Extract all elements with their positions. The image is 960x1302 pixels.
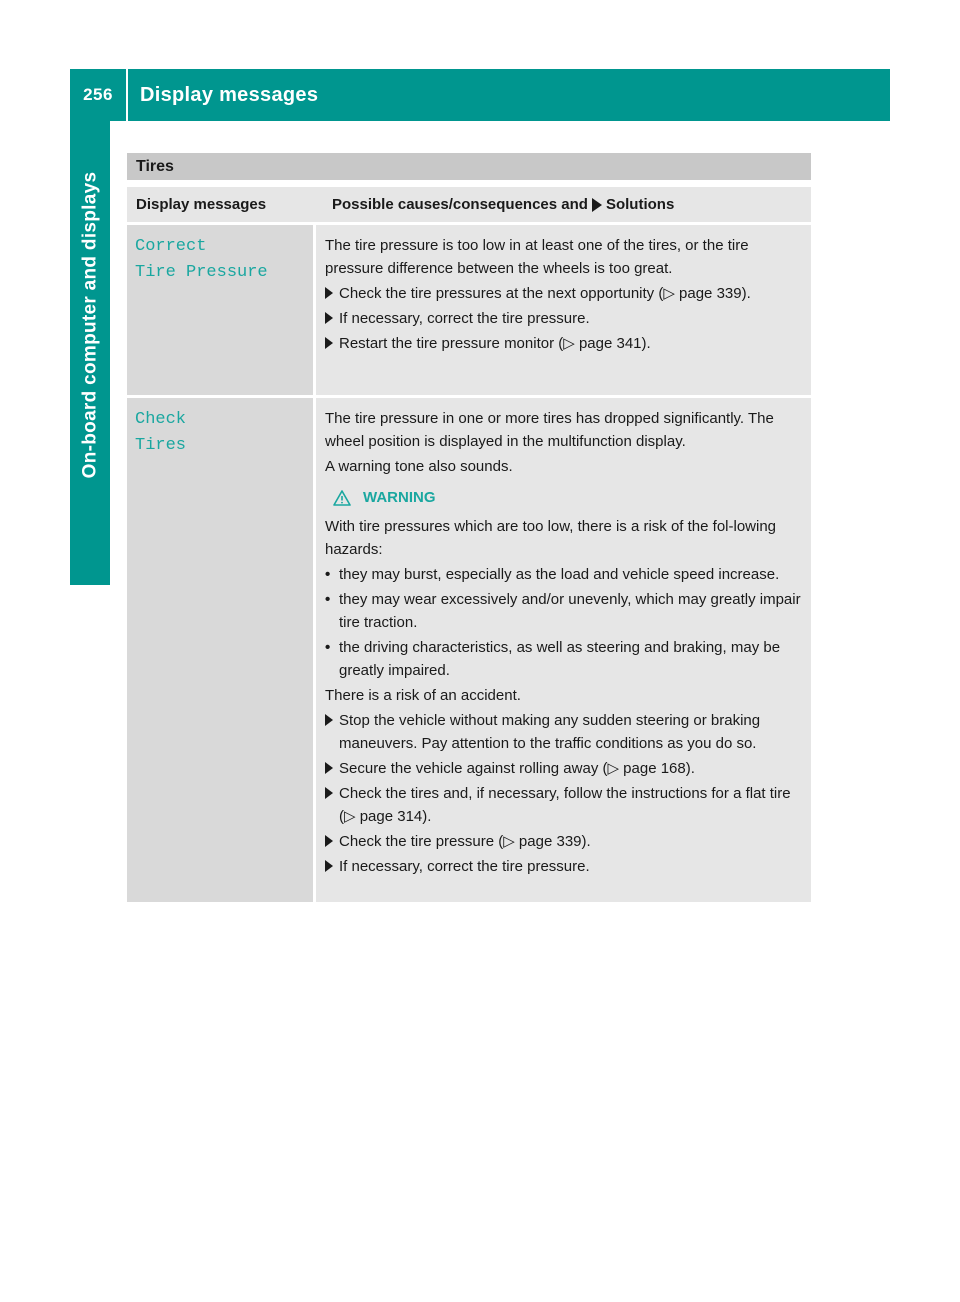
cause-text: The tire pressure in one or more tires has dropped significantly. The wheel position is displayed in the multifunction display. (325, 410, 774, 450)
risk-text: There is a risk of an accident. (325, 687, 521, 704)
action-text: Secure the vehicle against rolling away (▷ page 168). (339, 760, 695, 777)
column-header-causes-prefix: Possible causes/consequences and (332, 196, 588, 213)
action-text: If necessary, correct the tire pressure. (339, 858, 590, 875)
hazard-item (325, 563, 805, 586)
bullet-icon: • (325, 639, 331, 656)
action-text: Stop the vehicle without making any sudden steering or braking maneuvers. Pay attention to the traffic conditions as you do so. (339, 712, 761, 752)
hazard-text: they may burst, especially as the load and vehicle speed increase. (339, 566, 780, 583)
table-row (127, 398, 811, 902)
hazard-item (325, 636, 805, 682)
cause-cell (316, 398, 811, 902)
display-message-line: Correct (135, 237, 207, 256)
warning-intro: With tire pressures which are too low, there is a risk of the fol-lowing hazards: (325, 518, 777, 558)
display-message-line: Check (135, 410, 187, 429)
action-text: If necessary, correct the tire pressure. (339, 310, 590, 327)
chapter-tab-label-wrap (70, 121, 110, 528)
action-arrow-icon (325, 312, 333, 324)
action-text: Check the tires and, if necessary, follow the instructions for a flat tire (▷ page 314). (339, 785, 791, 825)
warning-triangle-icon (333, 490, 351, 506)
column-header-messages: Display messages (136, 196, 267, 213)
action-arrow-icon (325, 787, 333, 799)
table-title: Tires (127, 153, 811, 180)
page-header (70, 69, 890, 121)
section-title: Display messages (140, 83, 319, 106)
message-cell (127, 225, 313, 395)
chapter-tab-label: On-board computer and displays (79, 171, 100, 478)
display-message-line: Tires (135, 436, 187, 455)
action-item (325, 782, 805, 828)
action-item (325, 307, 805, 330)
table-row (127, 225, 811, 395)
note-text: A warning tone also sounds. (325, 458, 513, 475)
warning-heading (333, 486, 805, 509)
column-header-causes (322, 187, 811, 222)
action-arrow-icon (325, 835, 333, 847)
message-cell (127, 398, 313, 902)
action-arrow-icon (325, 860, 333, 872)
action-text: Check the tire pressures at the next opportunity (▷ page 339). (339, 285, 751, 302)
tires-table (127, 153, 811, 902)
hazard-text: the driving characteristics, as well as steering and braking, may be greatly impaired. (339, 639, 781, 679)
display-message-line: Tire Pressure (135, 263, 268, 282)
action-text: Check the tire pressure (▷ page 339). (339, 833, 591, 850)
action-arrow-icon (325, 762, 333, 774)
action-item (325, 855, 805, 878)
action-item (325, 282, 805, 305)
column-header-causes-suffix: Solutions (605, 196, 675, 213)
warning-label: WARNING (363, 489, 436, 506)
hazard-text: they may wear excessively and/or unevenly, which may greatly impair tire traction. (339, 591, 801, 631)
action-arrow-icon (325, 714, 333, 726)
action-item (325, 332, 805, 355)
action-text: Restart the tire pressure monitor (▷ page 341). (339, 335, 651, 352)
cause-cell (316, 225, 811, 395)
action-item (325, 757, 805, 780)
cause-text: The tire pressure is too low in at least one of the tires, or the tire pressure difference between the wheels is too great. (325, 237, 749, 277)
action-arrow-icon (325, 287, 333, 299)
bullet-icon: • (325, 591, 331, 608)
hazard-item (325, 588, 805, 634)
page-number: 256 (83, 85, 113, 104)
action-arrow-icon (592, 198, 602, 212)
action-item (325, 709, 805, 755)
column-header-row (127, 187, 811, 222)
bullet-icon: • (325, 566, 331, 583)
action-item (325, 830, 805, 853)
action-arrow-icon (325, 337, 333, 349)
